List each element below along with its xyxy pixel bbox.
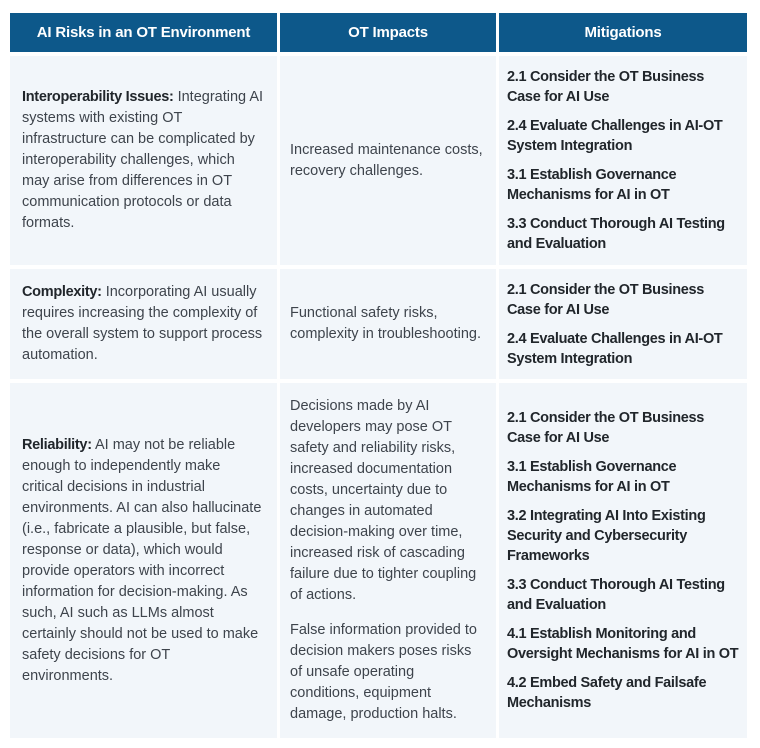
impact-text: Functional safety risks, complexity in troubleshooting. bbox=[290, 305, 482, 342]
mitigation-item: 2.1 Consider the OT Business Case for AI Use bbox=[507, 281, 705, 318]
risk-text bbox=[22, 87, 265, 234]
impact-cell bbox=[280, 56, 496, 265]
mitigation-cell bbox=[499, 383, 747, 738]
risk-cell bbox=[10, 269, 277, 379]
impact-text: Decisions made by AI developers may pose OT safety and reliability risks, increased documentation costs, uncertainty due to changes in automated decision-making over time, increased risk of cascading failure due to tighter coupling of actions. bbox=[290, 398, 477, 603]
risk-text bbox=[22, 435, 265, 687]
risk-term: Reliability: bbox=[22, 436, 92, 453]
risk-term: Interoperability Issues: bbox=[22, 89, 174, 105]
impact-text: Increased maintenance costs, recovery challenges. bbox=[290, 141, 483, 179]
mitigation-cell bbox=[499, 269, 747, 379]
risk-cell bbox=[10, 56, 277, 265]
column-header-ai-risks: AI Risks in an OT Environment bbox=[10, 13, 277, 52]
mitigation-cell bbox=[499, 56, 747, 265]
mitigation-item: 3.3 Conduct Thorough AI Testing and Evaluation bbox=[507, 216, 725, 252]
mitigation-item: 2.1 Consider the OT Business Case for AI Use bbox=[507, 69, 705, 105]
risk-text bbox=[22, 282, 265, 366]
mitigation-item: 3.3 Conduct Thorough AI Testing and Evaluation bbox=[507, 577, 725, 613]
mitigation-item: 3.1 Establish Governance Mechanisms for AI in OT bbox=[507, 167, 677, 203]
table-row-reliability bbox=[10, 383, 747, 738]
mitigation-item: 2.4 Evaluate Challenges in AI-OT System Integration bbox=[507, 118, 723, 154]
mitigation-item: 2.4 Evaluate Challenges in AI-OT System Integration bbox=[507, 330, 723, 367]
risk-description: Integrating AI systems with existing OT infrastructure can be complicated by interoperability challenges, which may arise from differences in OT communication protocols or data formats. bbox=[22, 89, 264, 231]
column-header-mitigations: Mitigations bbox=[499, 13, 747, 52]
risk-description: AI may not be reliable enough to independently make critical decisions in industrial environments. AI can also hallucinate (i.e., fabricate a plausible, but false, response or data), which would provide operators with incorrect information for decision-making. As such, AI such as LLMs almost certainly should not be used to make safety decisions for OT environments. bbox=[22, 436, 262, 684]
header-row bbox=[10, 13, 747, 52]
mitigation-item: 2.1 Consider the OT Business Case for AI Use bbox=[507, 410, 705, 446]
risk-term: Complexity: bbox=[22, 284, 102, 300]
ai-ot-risk-table bbox=[7, 9, 750, 742]
risk-description: Incorporating AI usually requires increasing the complexity of the overall system to support process automation. bbox=[22, 284, 263, 363]
table-row-complexity bbox=[10, 269, 747, 379]
table-row-interoperability bbox=[10, 56, 747, 265]
impact-cell bbox=[280, 383, 496, 738]
column-header-ot-impacts: OT Impacts bbox=[280, 13, 496, 52]
impact-text: False information provided to decision makers poses risks of unsafe operating conditions, equipment damage, production halts. bbox=[290, 622, 477, 722]
mitigation-item: 4.1 Establish Monitoring and Oversight Mechanisms for AI in OT bbox=[507, 626, 739, 662]
mitigation-item: 3.1 Establish Governance Mechanisms for AI in OT bbox=[507, 459, 677, 495]
risk-cell bbox=[10, 383, 277, 738]
mitigation-item: 4.2 Embed Safety and Failsafe Mechanisms bbox=[507, 675, 707, 711]
mitigation-item: 3.2 Integrating AI Into Existing Security and Cybersecurity Frameworks bbox=[507, 508, 706, 564]
impact-cell bbox=[280, 269, 496, 379]
